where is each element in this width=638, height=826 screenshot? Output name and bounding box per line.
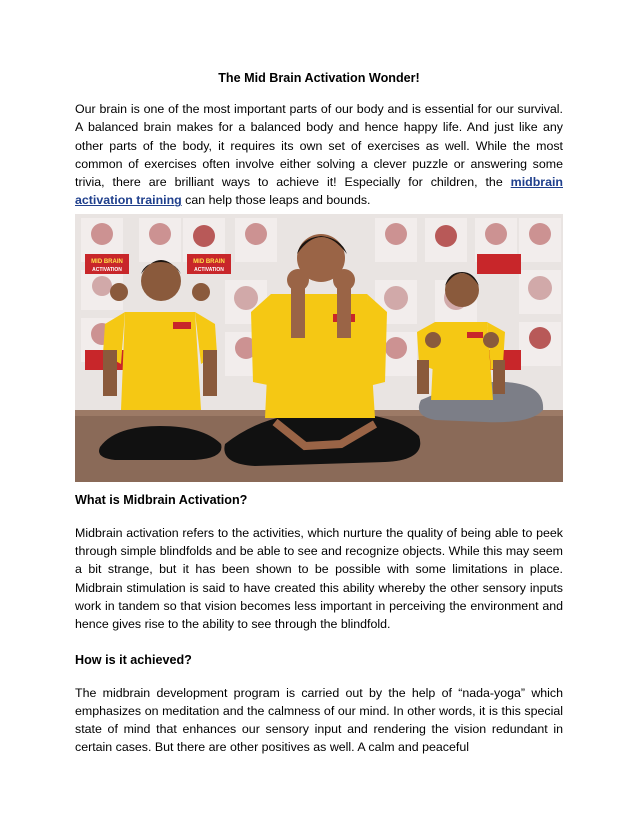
intro-text-before-link: Our brain is one of the most important parts of our body and is essential for our survival. A balanced brain makes for a balanced body and hence happy life. And just like any other parts of the body, it requires its own set of exercises as well. While the most common of exercises often involve either solving a clever puzzle or answering some trivia, there are brilliant ways to achieve it! Especially for children, the [75, 102, 563, 190]
section-body-how-achieved: The midbrain development program is carried out by the help of “nada-yoga” which emphasizes on meditation and the calmness of our mind. In other words, it is this special state of mind that enhances our sensory input and rendering the vision redundant in certain cases. But there are other positives as well. A calm and peaceful [75, 685, 563, 755]
section-heading-how-achieved: How is it achieved? [75, 652, 192, 667]
yoga-children-photo [75, 214, 563, 482]
banner-text-1: MID BRAIN [91, 258, 123, 265]
intro-text-after-link: can help those leaps and bounds. [181, 193, 371, 208]
section-body-what-is: Midbrain activation refers to the activities, which nurture the quality of being able to peek through simple blindfolds and be able to see and recognize objects. While this may seem a bit strange, but it has been shown to be possible with some limitations in place. Midbrain stimulation is said to have created this ability whereby the other sensory inputs work in tandem so that vision becomes less important in perceiving the environment and hence gives rise to the ability to see through the blindfold. [75, 525, 563, 632]
document-title: The Mid Brain Activation Wonder! [218, 71, 420, 85]
banner-text-4: ACTIVATION [194, 266, 224, 273]
banner-text-2: ACTIVATION [92, 266, 122, 273]
intro-paragraph [75, 100, 563, 210]
section-heading-what-is: What is Midbrain Activation? [75, 492, 248, 507]
document-page [75, 70, 563, 757]
banner-text-3: MID BRAIN [193, 258, 225, 265]
midbrain-activation-link[interactable]: midbrain activation training [75, 175, 563, 208]
